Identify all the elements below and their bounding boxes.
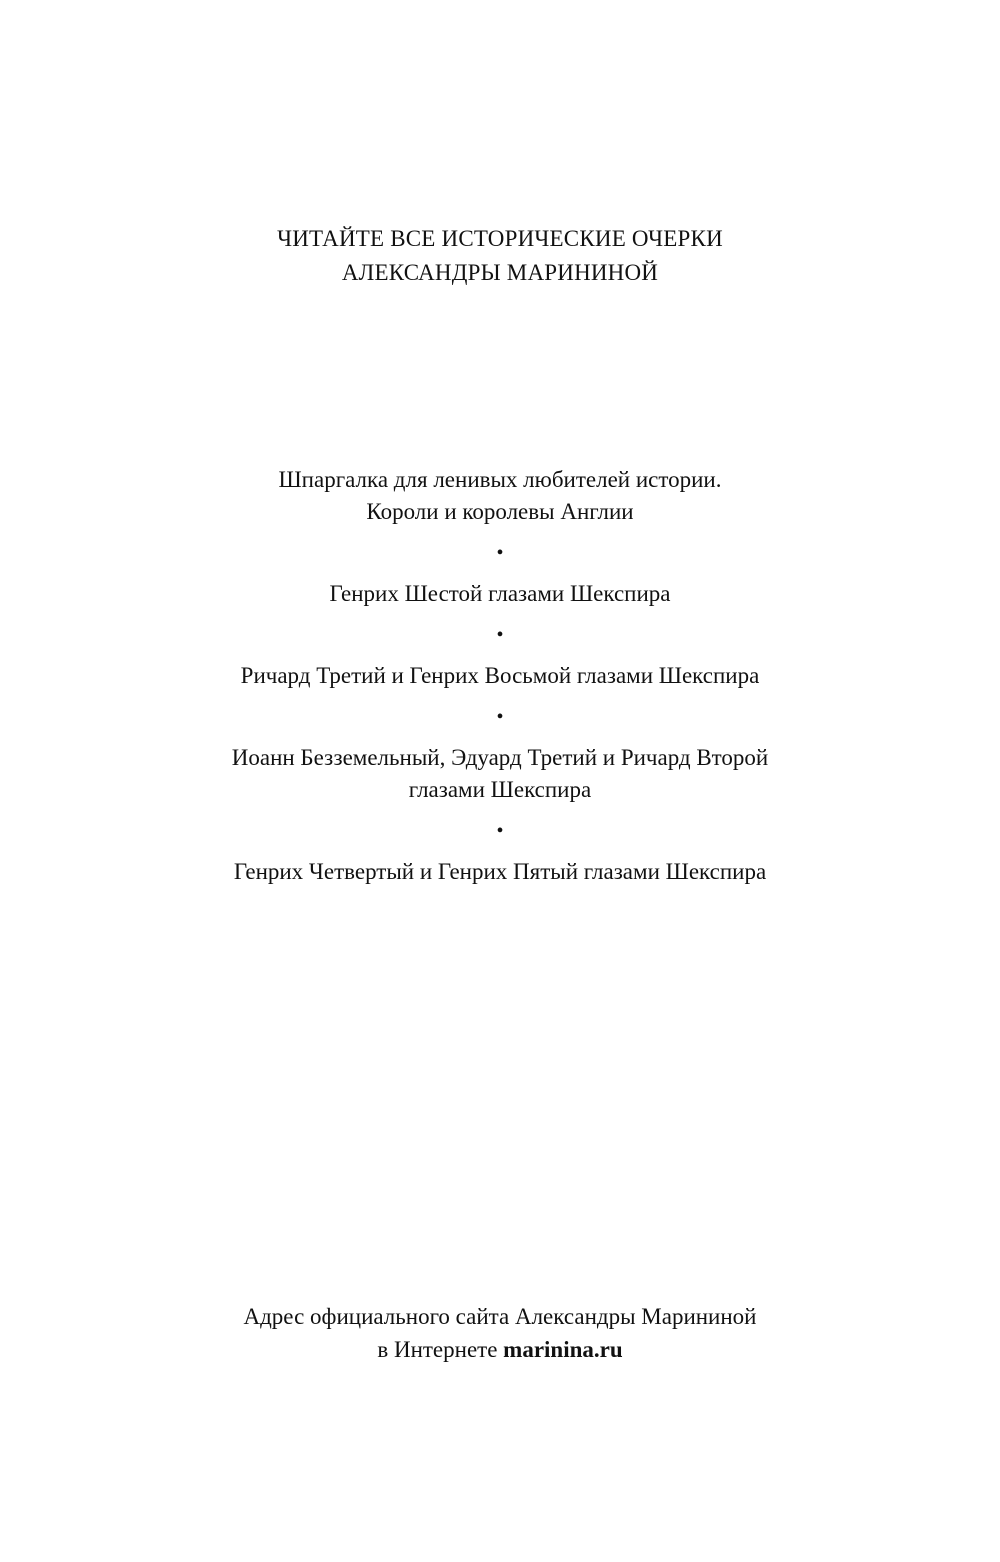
website-prefix: в Интернете — [377, 1337, 504, 1362]
heading-line-2: АЛЕКСАНДРЫ МАРИНИНОЙ — [341, 260, 659, 285]
website-line-1: Адрес официального сайта Александры Марининой — [243, 1304, 757, 1329]
book-title-3 — [0, 660, 1000, 692]
book-title-5-line-1: Генрих Четвертый и Генрих Пятый глазами Шекспира — [233, 859, 767, 884]
website-line-2 — [0, 1333, 1000, 1366]
bullet-separator: • — [496, 706, 504, 728]
bullet-separator: • — [496, 624, 504, 646]
book-title-1-line-1: Шпаргалка для ленивых любителей истории. — [278, 467, 722, 492]
heading-line-1: ЧИТАЙТЕ ВСЕ ИСТОРИЧЕСКИЕ ОЧЕРКИ — [277, 226, 723, 251]
book-list — [0, 464, 1000, 888]
book-title-4 — [0, 742, 1000, 806]
book-title-2 — [0, 578, 1000, 610]
bullet-separator: • — [496, 820, 504, 842]
book-title-4-line-1: Иоанн Безземельный, Эдуард Третий и Ричард Второй — [231, 745, 769, 770]
book-title-4-line-2: глазами Шекспира — [408, 777, 592, 802]
page-heading — [0, 222, 1000, 290]
book-title-1-line-2: Короли и королевы Англии — [366, 499, 634, 524]
book-title-2-line-1: Генрих Шестой глазами Шекспира — [329, 581, 671, 606]
bullet-separator: • — [496, 542, 504, 564]
book-title-5 — [0, 856, 1000, 888]
official-website-note — [0, 1300, 1000, 1366]
book-title-1 — [0, 464, 1000, 528]
book-title-3-line-1: Ричард Третий и Генрих Восьмой глазами Шекспира — [240, 663, 760, 688]
website-url[interactable]: marinina.ru — [503, 1337, 623, 1362]
